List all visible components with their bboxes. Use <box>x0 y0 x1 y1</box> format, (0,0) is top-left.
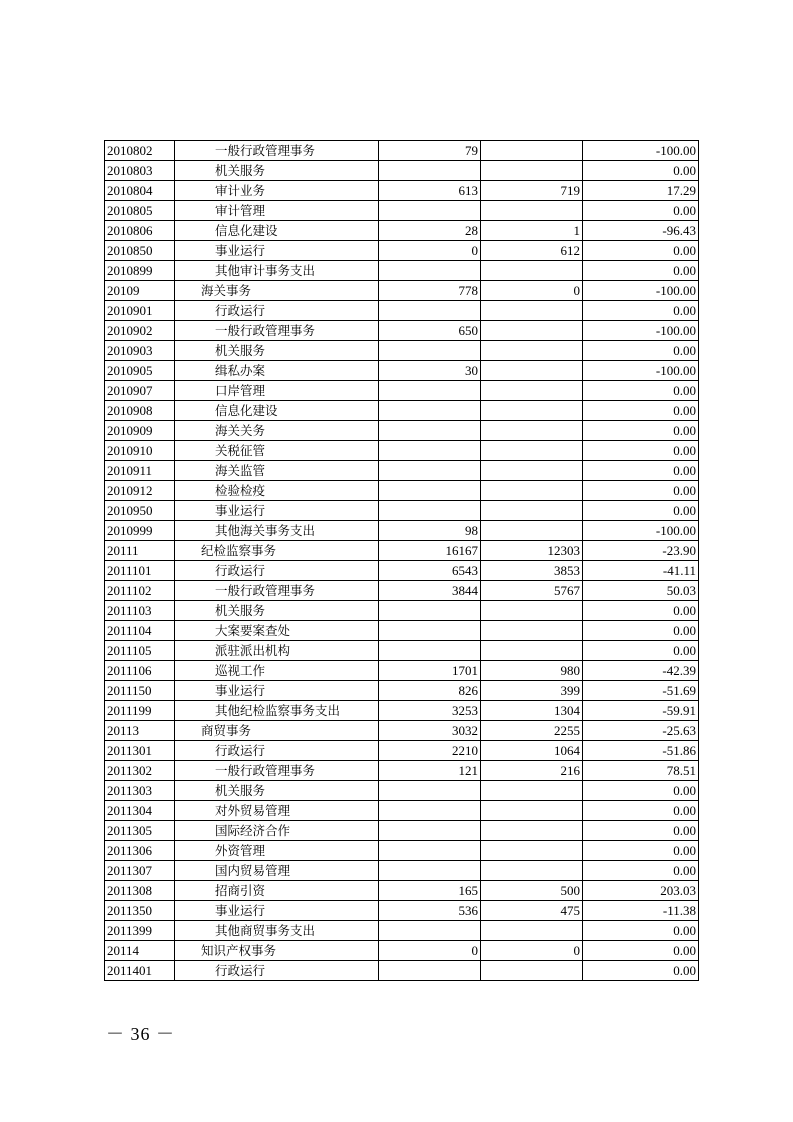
subject-name-cell: 其他海关事务支出 <box>175 521 379 541</box>
prior-year-value-cell: 0 <box>379 941 481 961</box>
current-year-value-cell: 1064 <box>481 741 583 761</box>
change-percent-cell: 0.00 <box>583 161 699 181</box>
table-row <box>105 861 699 881</box>
table-row <box>105 241 699 261</box>
current-year-value-cell <box>481 861 583 881</box>
current-year-value-cell: 475 <box>481 901 583 921</box>
prior-year-value-cell: 778 <box>379 281 481 301</box>
subject-code-cell: 2010907 <box>105 381 175 401</box>
table-row <box>105 621 699 641</box>
prior-year-value-cell <box>379 501 481 521</box>
table-row <box>105 741 699 761</box>
subject-name-cell: 行政运行 <box>175 301 379 321</box>
change-percent-cell: -41.11 <box>583 561 699 581</box>
prior-year-value-cell <box>379 921 481 941</box>
current-year-value-cell: 216 <box>481 761 583 781</box>
table-row <box>105 561 699 581</box>
prior-year-value-cell <box>379 621 481 641</box>
change-percent-cell: 0.00 <box>583 861 699 881</box>
change-percent-cell: -23.90 <box>583 541 699 561</box>
change-percent-cell: 0.00 <box>583 601 699 621</box>
subject-name-cell: 关税征管 <box>175 441 379 461</box>
current-year-value-cell: 2255 <box>481 721 583 741</box>
prior-year-value-cell: 3032 <box>379 721 481 741</box>
current-year-value-cell <box>481 601 583 621</box>
prior-year-value-cell: 3253 <box>379 701 481 721</box>
subject-code-cell: 2011307 <box>105 861 175 881</box>
current-year-value-cell <box>481 141 583 161</box>
current-year-value-cell: 1304 <box>481 701 583 721</box>
subject-code-cell: 2010905 <box>105 361 175 381</box>
subject-code-cell: 2011199 <box>105 701 175 721</box>
subject-code-cell: 2010804 <box>105 181 175 201</box>
subject-code-cell: 2011150 <box>105 681 175 701</box>
subject-name-cell: 其他纪检监察事务支出 <box>175 701 379 721</box>
table-row <box>105 761 699 781</box>
table-row <box>105 501 699 521</box>
current-year-value-cell <box>481 441 583 461</box>
prior-year-value-cell <box>379 341 481 361</box>
subject-name-cell: 海关监管 <box>175 461 379 481</box>
subject-code-cell: 2011101 <box>105 561 175 581</box>
subject-code-cell: 2011304 <box>105 801 175 821</box>
table-row <box>105 261 699 281</box>
prior-year-value-cell <box>379 401 481 421</box>
change-percent-cell: -51.69 <box>583 681 699 701</box>
prior-year-value-cell: 650 <box>379 321 481 341</box>
table-row <box>105 681 699 701</box>
change-percent-cell: 0.00 <box>583 501 699 521</box>
change-percent-cell: 0.00 <box>583 381 699 401</box>
current-year-value-cell: 500 <box>481 881 583 901</box>
table-row <box>105 901 699 921</box>
current-year-value-cell <box>481 801 583 821</box>
change-percent-cell: -25.63 <box>583 721 699 741</box>
table-row <box>105 441 699 461</box>
subject-code-cell: 20109 <box>105 281 175 301</box>
subject-name-cell: 机关服务 <box>175 601 379 621</box>
current-year-value-cell <box>481 781 583 801</box>
subject-code-cell: 20114 <box>105 941 175 961</box>
table-row <box>105 661 699 681</box>
subject-code-cell: 2010902 <box>105 321 175 341</box>
table-row <box>105 701 699 721</box>
current-year-value-cell: 5767 <box>481 581 583 601</box>
table-row <box>105 201 699 221</box>
current-year-value-cell <box>481 201 583 221</box>
subject-name-cell: 审计业务 <box>175 181 379 201</box>
prior-year-value-cell <box>379 841 481 861</box>
current-year-value-cell <box>481 321 583 341</box>
change-percent-cell: 0.00 <box>583 261 699 281</box>
subject-code-cell: 2011301 <box>105 741 175 761</box>
current-year-value-cell: 399 <box>481 681 583 701</box>
subject-code-cell: 2011306 <box>105 841 175 861</box>
subject-name-cell: 其他审计事务支出 <box>175 261 379 281</box>
prior-year-value-cell: 121 <box>379 761 481 781</box>
table-row <box>105 321 699 341</box>
prior-year-value-cell: 826 <box>379 681 481 701</box>
subject-code-cell: 2011103 <box>105 601 175 621</box>
change-percent-cell: 50.03 <box>583 581 699 601</box>
subject-name-cell: 事业运行 <box>175 681 379 701</box>
prior-year-value-cell <box>379 961 481 981</box>
subject-name-cell: 事业运行 <box>175 241 379 261</box>
table-row <box>105 141 699 161</box>
subject-name-cell: 一般行政管理事务 <box>175 761 379 781</box>
current-year-value-cell <box>481 361 583 381</box>
subject-name-cell: 机关服务 <box>175 341 379 361</box>
table-row <box>105 301 699 321</box>
prior-year-value-cell <box>379 781 481 801</box>
change-percent-cell: 203.03 <box>583 881 699 901</box>
change-percent-cell: -96.43 <box>583 221 699 241</box>
subject-name-cell: 招商引资 <box>175 881 379 901</box>
current-year-value-cell <box>481 481 583 501</box>
subject-code-cell: 2010805 <box>105 201 175 221</box>
current-year-value-cell: 12303 <box>481 541 583 561</box>
table-row <box>105 281 699 301</box>
subject-name-cell: 机关服务 <box>175 161 379 181</box>
current-year-value-cell: 0 <box>481 941 583 961</box>
subject-code-cell: 2010911 <box>105 461 175 481</box>
prior-year-value-cell <box>379 641 481 661</box>
page-number: － 36 － <box>106 1024 175 1044</box>
subject-name-cell: 事业运行 <box>175 501 379 521</box>
prior-year-value-cell: 3844 <box>379 581 481 601</box>
table-row <box>105 641 699 661</box>
current-year-value-cell <box>481 621 583 641</box>
change-percent-cell: 0.00 <box>583 441 699 461</box>
subject-code-cell: 2010908 <box>105 401 175 421</box>
subject-code-cell: 2010806 <box>105 221 175 241</box>
subject-code-cell: 2010903 <box>105 341 175 361</box>
current-year-value-cell <box>481 261 583 281</box>
subject-name-cell: 国内贸易管理 <box>175 861 379 881</box>
change-percent-cell: 0.00 <box>583 781 699 801</box>
prior-year-value-cell <box>379 381 481 401</box>
table-row <box>105 881 699 901</box>
change-percent-cell: -100.00 <box>583 281 699 301</box>
subject-name-cell: 外资管理 <box>175 841 379 861</box>
prior-year-value-cell: 28 <box>379 221 481 241</box>
table-row <box>105 801 699 821</box>
subject-code-cell: 2010950 <box>105 501 175 521</box>
current-year-value-cell: 1 <box>481 221 583 241</box>
change-percent-cell: -100.00 <box>583 521 699 541</box>
table-row <box>105 581 699 601</box>
prior-year-value-cell: 30 <box>379 361 481 381</box>
change-percent-cell: 0.00 <box>583 481 699 501</box>
subject-code-cell: 2011102 <box>105 581 175 601</box>
subject-name-cell: 海关关务 <box>175 421 379 441</box>
subject-name-cell: 海关事务 <box>175 281 379 301</box>
subject-name-cell: 一般行政管理事务 <box>175 581 379 601</box>
change-percent-cell: 0.00 <box>583 921 699 941</box>
subject-name-cell: 商贸事务 <box>175 721 379 741</box>
subject-code-cell: 2011401 <box>105 961 175 981</box>
subject-code-cell: 2011350 <box>105 901 175 921</box>
prior-year-value-cell: 613 <box>379 181 481 201</box>
table-row <box>105 921 699 941</box>
change-percent-cell: 0.00 <box>583 301 699 321</box>
subject-name-cell: 巡视工作 <box>175 661 379 681</box>
subject-code-cell: 20113 <box>105 721 175 741</box>
subject-code-cell: 2011305 <box>105 821 175 841</box>
subject-code-cell: 2010850 <box>105 241 175 261</box>
current-year-value-cell <box>481 921 583 941</box>
table-row <box>105 821 699 841</box>
change-percent-cell: 0.00 <box>583 241 699 261</box>
table-row <box>105 541 699 561</box>
prior-year-value-cell <box>379 261 481 281</box>
table-row <box>105 941 699 961</box>
subject-code-cell: 2011302 <box>105 761 175 781</box>
subject-code-cell: 2011106 <box>105 661 175 681</box>
change-percent-cell: -59.91 <box>583 701 699 721</box>
subject-code-cell: 2010802 <box>105 141 175 161</box>
subject-code-cell: 2010910 <box>105 441 175 461</box>
current-year-value-cell <box>481 821 583 841</box>
current-year-value-cell <box>481 841 583 861</box>
table-row <box>105 341 699 361</box>
prior-year-value-cell <box>379 201 481 221</box>
table-row <box>105 781 699 801</box>
prior-year-value-cell: 165 <box>379 881 481 901</box>
change-percent-cell: 78.51 <box>583 761 699 781</box>
change-percent-cell: -100.00 <box>583 321 699 341</box>
subject-code-cell: 2011399 <box>105 921 175 941</box>
current-year-value-cell <box>481 341 583 361</box>
table-row <box>105 481 699 501</box>
prior-year-value-cell: 0 <box>379 241 481 261</box>
change-percent-cell: 0.00 <box>583 841 699 861</box>
table-row <box>105 961 699 981</box>
table-row <box>105 161 699 181</box>
subject-name-cell: 事业运行 <box>175 901 379 921</box>
current-year-value-cell: 980 <box>481 661 583 681</box>
prior-year-value-cell: 79 <box>379 141 481 161</box>
subject-name-cell: 对外贸易管理 <box>175 801 379 821</box>
prior-year-value-cell: 1701 <box>379 661 481 681</box>
prior-year-value-cell <box>379 801 481 821</box>
change-percent-cell: 0.00 <box>583 641 699 661</box>
change-percent-cell: -51.86 <box>583 741 699 761</box>
prior-year-value-cell: 536 <box>379 901 481 921</box>
current-year-value-cell: 3853 <box>481 561 583 581</box>
table-body <box>105 141 699 981</box>
subject-name-cell: 一般行政管理事务 <box>175 141 379 161</box>
subject-name-cell: 检验检疫 <box>175 481 379 501</box>
subject-name-cell: 口岸管理 <box>175 381 379 401</box>
prior-year-value-cell: 2210 <box>379 741 481 761</box>
change-percent-cell: 0.00 <box>583 801 699 821</box>
table-row <box>105 841 699 861</box>
change-percent-cell: 0.00 <box>583 401 699 421</box>
change-percent-cell: -11.38 <box>583 901 699 921</box>
subject-code-cell: 2010999 <box>105 521 175 541</box>
subject-name-cell: 国际经济合作 <box>175 821 379 841</box>
prior-year-value-cell: 16167 <box>379 541 481 561</box>
prior-year-value-cell <box>379 461 481 481</box>
table-row <box>105 381 699 401</box>
table-row <box>105 601 699 621</box>
subject-name-cell: 大案要案查处 <box>175 621 379 641</box>
subject-code-cell: 2010912 <box>105 481 175 501</box>
subject-code-cell: 2011105 <box>105 641 175 661</box>
prior-year-value-cell <box>379 821 481 841</box>
change-percent-cell: 0.00 <box>583 201 699 221</box>
change-percent-cell: 17.29 <box>583 181 699 201</box>
current-year-value-cell: 0 <box>481 281 583 301</box>
prior-year-value-cell <box>379 601 481 621</box>
subject-name-cell: 纪检监察事务 <box>175 541 379 561</box>
subject-name-cell: 行政运行 <box>175 961 379 981</box>
table-row <box>105 181 699 201</box>
subject-name-cell: 信息化建设 <box>175 401 379 421</box>
prior-year-value-cell: 98 <box>379 521 481 541</box>
table-row <box>105 361 699 381</box>
subject-name-cell: 派驻派出机构 <box>175 641 379 661</box>
prior-year-value-cell <box>379 301 481 321</box>
current-year-value-cell <box>481 401 583 421</box>
subject-code-cell: 2011104 <box>105 621 175 641</box>
change-percent-cell: 0.00 <box>583 821 699 841</box>
subject-name-cell: 知识产权事务 <box>175 941 379 961</box>
prior-year-value-cell <box>379 161 481 181</box>
current-year-value-cell <box>481 161 583 181</box>
change-percent-cell: -100.00 <box>583 141 699 161</box>
table-row <box>105 721 699 741</box>
table-row <box>105 521 699 541</box>
change-percent-cell: -100.00 <box>583 361 699 381</box>
subject-name-cell: 缉私办案 <box>175 361 379 381</box>
table-row <box>105 421 699 441</box>
subject-name-cell: 机关服务 <box>175 781 379 801</box>
subject-code-cell: 2010803 <box>105 161 175 181</box>
current-year-value-cell <box>481 501 583 521</box>
subject-name-cell: 审计管理 <box>175 201 379 221</box>
change-percent-cell: 0.00 <box>583 961 699 981</box>
current-year-value-cell <box>481 381 583 401</box>
current-year-value-cell <box>481 521 583 541</box>
change-percent-cell: 0.00 <box>583 421 699 441</box>
table-row <box>105 461 699 481</box>
prior-year-value-cell: 6543 <box>379 561 481 581</box>
prior-year-value-cell <box>379 421 481 441</box>
current-year-value-cell: 719 <box>481 181 583 201</box>
table-row <box>105 221 699 241</box>
subject-name-cell: 其他商贸事务支出 <box>175 921 379 941</box>
current-year-value-cell <box>481 461 583 481</box>
budget-table <box>104 140 699 981</box>
table-row <box>105 401 699 421</box>
current-year-value-cell <box>481 301 583 321</box>
change-percent-cell: 0.00 <box>583 461 699 481</box>
current-year-value-cell <box>481 641 583 661</box>
change-percent-cell: -42.39 <box>583 661 699 681</box>
subject-code-cell: 2011303 <box>105 781 175 801</box>
prior-year-value-cell <box>379 861 481 881</box>
prior-year-value-cell <box>379 481 481 501</box>
subject-code-cell: 2010899 <box>105 261 175 281</box>
change-percent-cell: 0.00 <box>583 341 699 361</box>
subject-name-cell: 行政运行 <box>175 561 379 581</box>
subject-code-cell: 2010909 <box>105 421 175 441</box>
subject-code-cell: 2011308 <box>105 881 175 901</box>
change-percent-cell: 0.00 <box>583 621 699 641</box>
prior-year-value-cell <box>379 441 481 461</box>
change-percent-cell: 0.00 <box>583 941 699 961</box>
subject-code-cell: 20111 <box>105 541 175 561</box>
current-year-value-cell <box>481 961 583 981</box>
current-year-value-cell: 612 <box>481 241 583 261</box>
subject-code-cell: 2010901 <box>105 301 175 321</box>
subject-name-cell: 一般行政管理事务 <box>175 321 379 341</box>
current-year-value-cell <box>481 421 583 441</box>
subject-name-cell: 信息化建设 <box>175 221 379 241</box>
subject-name-cell: 行政运行 <box>175 741 379 761</box>
